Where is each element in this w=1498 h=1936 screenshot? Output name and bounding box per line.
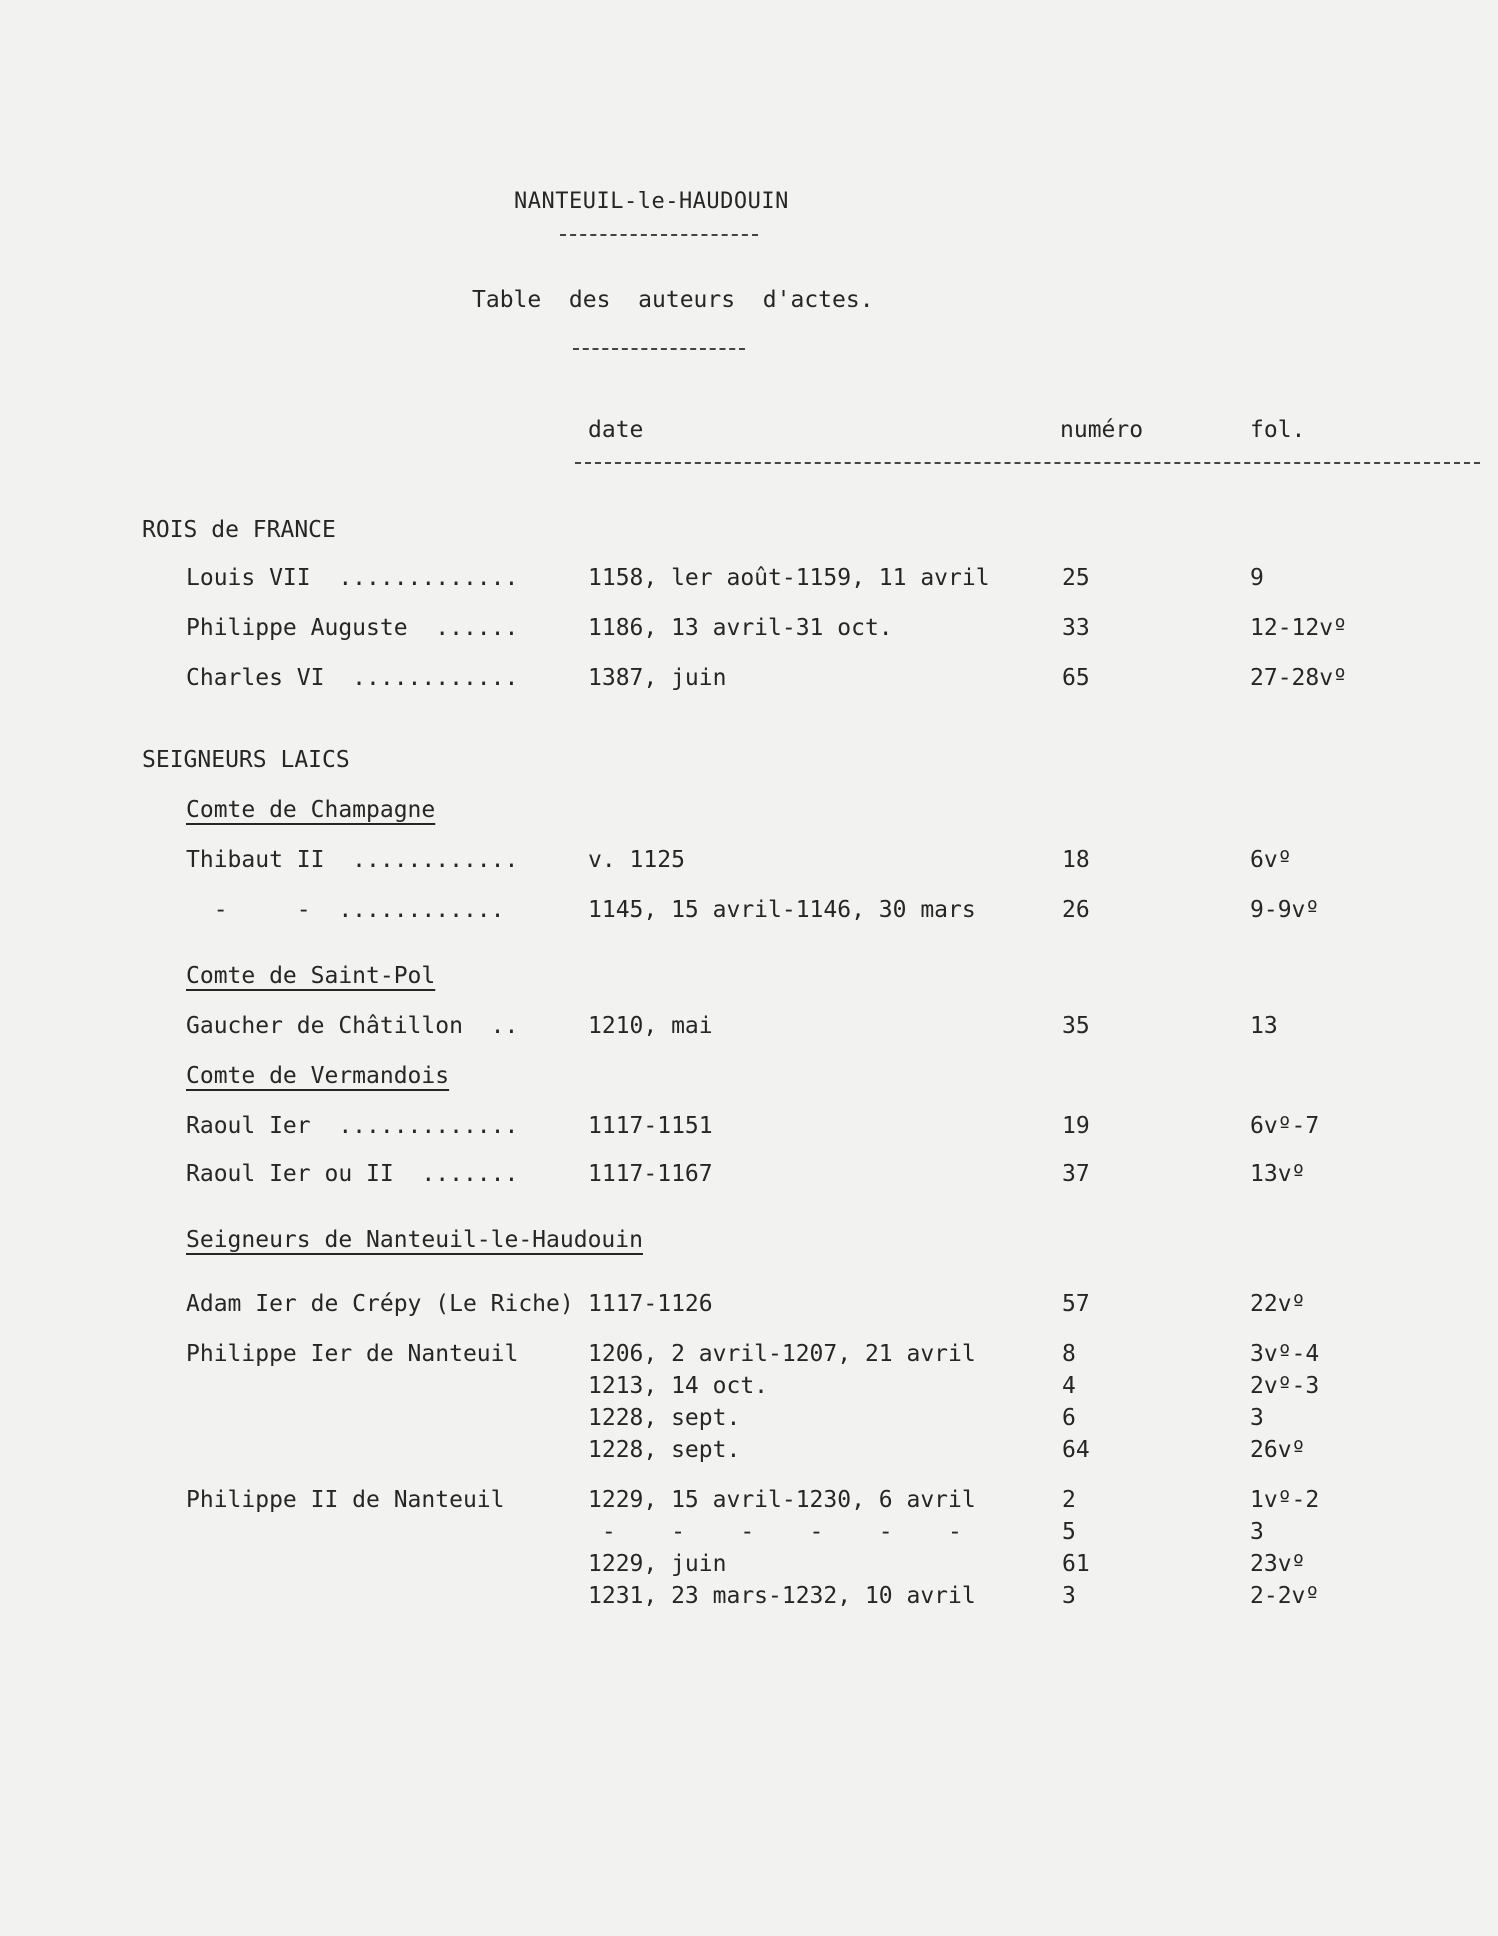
row-author: Raoul Ier ou II ....... <box>186 1161 519 1187</box>
row-fol: 13vº <box>1250 1161 1306 1187</box>
row-fol: 6vº-7 <box>1250 1113 1320 1139</box>
title-divider <box>560 234 758 236</box>
row-fol: 2-2vº <box>1250 1583 1320 1609</box>
row-numero: 64 <box>1062 1437 1090 1463</box>
subtitle-divider <box>573 348 745 350</box>
row-numero: 57 <box>1062 1291 1090 1317</box>
row-date: - - - - - - <box>588 1519 962 1545</box>
column-header-fol: fol. <box>1250 417 1306 443</box>
row-date: 1186, 13 avril-31 oct. <box>588 615 893 641</box>
row-date: 1117-1167 <box>588 1161 713 1187</box>
row-date: 1213, 14 oct. <box>588 1373 769 1399</box>
row-author: Louis VII ............. <box>186 565 519 591</box>
row-date: 1117-1126 <box>588 1291 713 1317</box>
row-fol: 13 <box>1250 1013 1278 1039</box>
subsection-heading-vermandois: Comte de Vermandois <box>186 1063 450 1089</box>
row-fol: 26vº <box>1250 1437 1306 1463</box>
row-author: Philippe Auguste ...... <box>186 615 519 641</box>
row-date: 1158, ler août-1159, 11 avril <box>588 565 990 591</box>
row-fol: 27-28vº <box>1250 665 1347 691</box>
row-author: Thibaut II ............ <box>186 847 519 873</box>
row-numero: 61 <box>1062 1551 1090 1577</box>
row-numero: 25 <box>1062 565 1090 591</box>
subsection-heading-nanteuil: Seigneurs de Nanteuil-le-Haudouin <box>186 1227 643 1253</box>
row-numero: 2 <box>1062 1487 1076 1513</box>
row-fol: 3 <box>1250 1519 1264 1545</box>
row-date: 1231, 23 mars-1232, 10 avril <box>588 1583 976 1609</box>
column-header-numero: numéro <box>1060 417 1144 443</box>
row-date: 1228, sept. <box>588 1405 741 1431</box>
row-author: Adam Ier de Crépy (Le Riche) <box>186 1291 574 1317</box>
row-fol: 3vº-4 <box>1250 1341 1320 1367</box>
row-fol: 9-9vº <box>1250 897 1320 923</box>
row-numero: 6 <box>1062 1405 1076 1431</box>
row-numero: 19 <box>1062 1113 1090 1139</box>
row-author: Charles VI ............ <box>186 665 519 691</box>
row-date: 1117-1151 <box>588 1113 713 1139</box>
row-fol: 1vº-2 <box>1250 1487 1320 1513</box>
row-numero: 65 <box>1062 665 1090 691</box>
row-numero: 3 <box>1062 1583 1076 1609</box>
header-rule <box>575 462 1480 464</box>
row-numero: 5 <box>1062 1519 1076 1545</box>
subsection-heading-champagne: Comte de Champagne <box>186 797 436 823</box>
row-numero: 37 <box>1062 1161 1090 1187</box>
row-date: 1387, juin <box>588 665 727 691</box>
row-numero: 18 <box>1062 847 1090 873</box>
row-author: Raoul Ier ............. <box>186 1113 519 1139</box>
row-author: Philippe II de Nanteuil <box>186 1487 505 1513</box>
row-date: 1206, 2 avril-1207, 21 avril <box>588 1341 976 1367</box>
row-fol: 9 <box>1250 565 1264 591</box>
row-fol: 22vº <box>1250 1291 1306 1317</box>
row-date: 1229, juin <box>588 1551 727 1577</box>
row-numero: 8 <box>1062 1341 1076 1367</box>
row-date: 1145, 15 avril-1146, 30 mars <box>588 897 976 923</box>
document-title: NANTEUIL-le-HAUDOUIN <box>514 189 789 214</box>
row-author: - - ............ <box>186 897 505 923</box>
row-fol: 3 <box>1250 1405 1264 1431</box>
row-fol: 6vº <box>1250 847 1292 873</box>
row-author: Philippe Ier de Nanteuil <box>186 1341 519 1367</box>
section-heading-rois: ROIS de FRANCE <box>142 517 336 543</box>
column-header-date: date <box>588 417 644 443</box>
row-date: 1210, mai <box>588 1013 713 1039</box>
row-numero: 26 <box>1062 897 1090 923</box>
subsection-heading-saint-pol: Comte de Saint-Pol <box>186 963 436 989</box>
row-author: Gaucher de Châtillon .. <box>186 1013 519 1039</box>
row-fol: 12-12vº <box>1250 615 1347 641</box>
row-date: 1229, 15 avril-1230, 6 avril <box>588 1487 976 1513</box>
row-date: 1228, sept. <box>588 1437 741 1463</box>
row-fol: 2vº-3 <box>1250 1373 1320 1399</box>
document-subtitle: Table des auteurs d'actes. <box>472 287 874 313</box>
section-heading-seigneurs: SEIGNEURS LAICS <box>142 747 350 773</box>
row-numero: 35 <box>1062 1013 1090 1039</box>
row-numero: 33 <box>1062 615 1090 641</box>
row-numero: 4 <box>1062 1373 1076 1399</box>
row-date: v. 1125 <box>588 847 685 873</box>
row-fol: 23vº <box>1250 1551 1306 1577</box>
